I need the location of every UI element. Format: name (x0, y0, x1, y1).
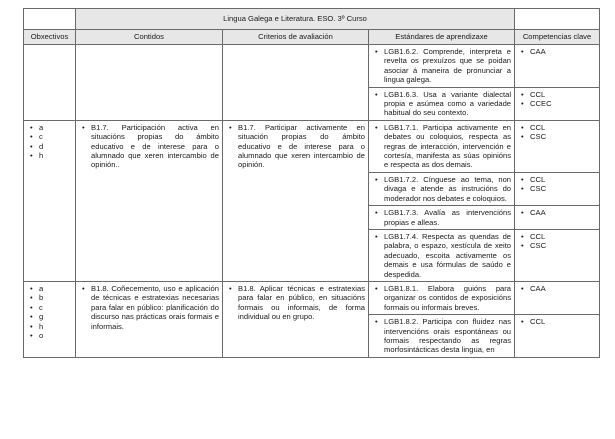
competencies-cell (515, 87, 600, 120)
objective-item: • g (39, 312, 72, 321)
header-criterios: Criterios de avaliación (223, 30, 369, 45)
title-spacer-right (515, 9, 600, 30)
header-estandares: Estándares de aprendizaxe (369, 30, 515, 45)
competency-item: • CCL (530, 123, 596, 132)
standard-text: • LGB1.8.2. Participa con fluidez nas intervencións orais espontáneas ou formais respectando as regras morfosintácticas desta lingua, en (384, 317, 511, 355)
competencies-cell (515, 281, 600, 314)
competencies-cell (515, 229, 600, 281)
curriculum-table (23, 8, 600, 358)
competency-item: • CAA (530, 208, 596, 217)
standard-cell (369, 206, 515, 230)
competencies-cell (515, 315, 600, 358)
table-row (24, 281, 600, 314)
objectives-cell (24, 120, 76, 281)
competencies-cell (515, 172, 600, 205)
standard-text: • LGB1.7.1. Participa activamente en debates ou coloquios, respecta as regras de interacción, intervención e cortesía, manifesta as súas opinións e respecta as dos demais. (384, 123, 511, 170)
header-competencias: Competencias clave (515, 30, 600, 45)
criterion-text: • B1.7. Participar activamente en situación propias do ámbito educativo e de interese para o alumnado que xeren intercambio de opinión. (238, 123, 365, 170)
objective-item: • h (39, 322, 72, 331)
header-obxectivos: Obxectivos (24, 30, 76, 45)
competencies-cell (515, 45, 600, 88)
competency-item: • CCL (530, 90, 596, 99)
standard-cell (369, 229, 515, 281)
standard-text: • LGB1.7.4. Respecta as quendas de palabra, o espazo, xestícula de xeito adecuado, escoita activamente os demais e usa fórmulas de saúdo e despedida. (384, 232, 511, 279)
standard-text: • LGB1.7.2. Cínguese ao tema, non divaga e atende as instrucións do moderador nos debates e coloquios. (384, 175, 511, 203)
objective-item: • a (39, 284, 72, 293)
competencies-cell (515, 120, 600, 172)
content-cell (76, 45, 223, 121)
standard-cell (369, 45, 515, 88)
objective-item: • d (39, 142, 72, 151)
standard-text: • LGB1.7.3. Avalía as intervencións propias e alleas. (384, 208, 511, 227)
table-title: Lingua Galega e Literatura. ESO. 3º Curso (76, 9, 515, 30)
competency-item: • CAA (530, 284, 596, 293)
competency-item: • CSC (530, 184, 596, 193)
standard-text: • LGB1.6.3. Usa a variante dialectal propia e asúmea como a variedade habitual do seu contexto. (384, 90, 511, 118)
objective-item: • c (39, 132, 72, 141)
criterion-cell (223, 281, 369, 357)
table-row (24, 45, 600, 88)
objective-item: • b (39, 293, 72, 302)
content-cell (76, 281, 223, 357)
competency-item: • CCL (530, 232, 596, 241)
standard-cell (369, 315, 515, 358)
competency-item: • CSC (530, 132, 596, 141)
competency-item: • CCEC (530, 99, 596, 108)
objectives-cell (24, 281, 76, 357)
standard-cell (369, 87, 515, 120)
standard-text: • LGB1.8.1. Elabora guións para organizar os contidos de exposicións formais ou informais breves. (384, 284, 511, 312)
standard-cell (369, 172, 515, 205)
objective-item: • c (39, 303, 72, 312)
objective-item: • o (39, 331, 72, 340)
table-row (24, 120, 600, 172)
standard-cell (369, 120, 515, 172)
title-spacer (24, 9, 76, 30)
competency-item: • CCL (530, 175, 596, 184)
content-text: • B1.7. Participación activa en situacións propias do ámbito educativo e de interese para o alumnado que xeren intercambio de opinión.. (91, 123, 219, 170)
objectives-cell (24, 45, 76, 121)
criterion-cell (223, 45, 369, 121)
criterion-cell (223, 120, 369, 281)
standard-cell (369, 281, 515, 314)
competency-item: • CSC (530, 241, 596, 250)
content-text: • B1.8. Coñecemento, uso e aplicación de técnicas e estratexias necesarias para falar en público: planificación do discurso nas prácticas orais formais e informais. (91, 284, 219, 331)
objective-item: • a (39, 123, 72, 132)
content-cell (76, 120, 223, 281)
objective-item: • h (39, 151, 72, 160)
criterion-text: • B1.8. Aplicar técnicas e estratexias para falar en público, en situacións formais ou informais, de forma individual ou en grupo. (238, 284, 365, 322)
competency-item: • CCL (530, 317, 596, 326)
header-contidos: Contidos (76, 30, 223, 45)
competencies-cell (515, 206, 600, 230)
standard-text: • LGB1.6.2. Comprende, interpreta e revelta os prexuízos que se poidan asociar á maneira de pronunciar a lingua galega. (384, 47, 511, 85)
competency-item: • CAA (530, 47, 596, 56)
